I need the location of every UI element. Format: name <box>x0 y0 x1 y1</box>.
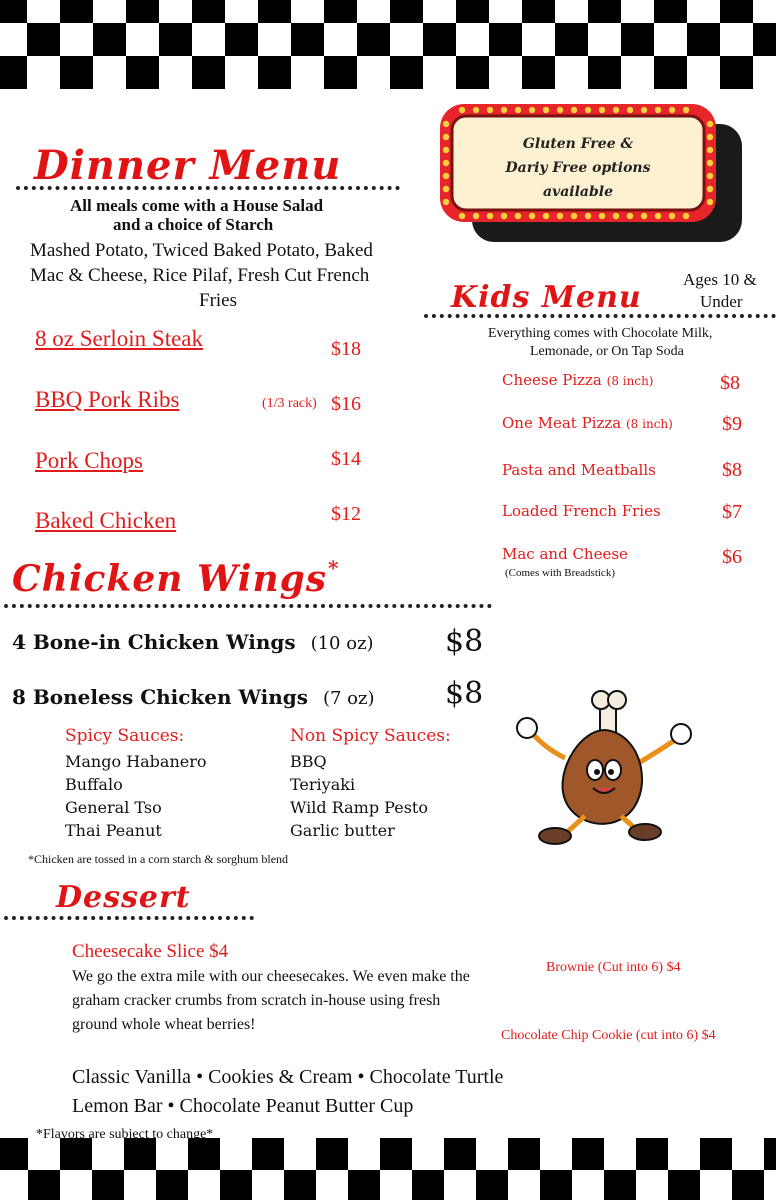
dinner-item-steak: 8 oz Serloin Steak <box>35 326 203 351</box>
sign-bulb <box>529 213 535 219</box>
checker-square <box>700 1138 732 1170</box>
starch-line-1: Mashed Potato, Twiced Baked Potato, Baked <box>30 240 373 261</box>
kids-ages-2: Under <box>700 292 743 311</box>
kids-price-cheese-pizza: $8 <box>720 372 740 394</box>
checker-square <box>555 23 588 56</box>
wing-item-boneless: 8 Boneless Chicken Wings (7 oz) <box>12 685 375 709</box>
sign-bulb <box>613 107 619 113</box>
sign-bulb <box>641 107 647 113</box>
sign-line-1: Gluten Free & <box>522 136 634 152</box>
kids-item-cheese-pizza: Cheese Pizza (8 inch) <box>502 371 654 389</box>
checker-square <box>60 0 93 23</box>
kids-price-fries: $7 <box>722 501 742 523</box>
checker-square <box>753 23 776 56</box>
sign-bulb <box>707 121 713 127</box>
checker-square <box>28 1170 60 1200</box>
checker-square <box>225 23 258 56</box>
sign-bulb <box>473 213 479 219</box>
checker-square <box>508 1138 540 1170</box>
brownie-item: Brownie (Cut into 6) $4 <box>546 960 681 975</box>
checker-square <box>220 1170 252 1200</box>
sign-bulb <box>655 107 661 113</box>
checker-square <box>348 1170 380 1200</box>
dinner-item-ribs: BBQ Pork Ribs <box>35 387 180 412</box>
sign-bulb <box>515 213 521 219</box>
cheesecake-item: Cheesecake Slice $4 <box>72 941 229 962</box>
checker-square <box>156 1170 188 1200</box>
checker-square <box>720 56 753 89</box>
cookie-item: Chocolate Chip Cookie (cut into 6) $4 <box>501 1028 716 1043</box>
checker-square <box>0 1138 28 1170</box>
sign-bulb <box>627 107 633 113</box>
dinner-subtitle-1: All meals come with a House Salad <box>70 196 324 215</box>
checkerboard-top <box>0 0 776 92</box>
checker-square <box>588 0 621 23</box>
checker-square <box>687 23 720 56</box>
cheesecake-flavors-1: Classic Vanilla • Cookies & Cream • Chocolate Turtle <box>72 1066 504 1088</box>
checker-square <box>284 1170 316 1200</box>
sign-line-2: Dariy Free options <box>505 160 651 176</box>
wings-divider <box>4 604 492 608</box>
kids-item-meat-pizza: One Meat Pizza (8 inch) <box>502 414 673 432</box>
checker-square <box>732 1170 764 1200</box>
sign-bulb <box>599 213 605 219</box>
gluten-free-sign <box>436 100 746 248</box>
checker-square <box>654 0 687 23</box>
dessert-divider <box>4 916 254 920</box>
checker-square <box>357 23 390 56</box>
checker-square <box>456 56 489 89</box>
sign-bulb <box>529 107 535 113</box>
cheesecake-desc-2: graham cracker crumbs from scratch in-house using fresh <box>72 992 441 1009</box>
flavors-note: *Flavors are subject to change* <box>36 1127 214 1142</box>
checker-square <box>412 1170 444 1200</box>
sign-bulb <box>641 213 647 219</box>
sign-bulb <box>515 107 521 113</box>
dinner-price-steak: $18 <box>331 338 361 360</box>
sign-bulb <box>571 107 577 113</box>
checker-square <box>126 0 159 23</box>
sign-bulb <box>571 213 577 219</box>
checker-square <box>456 0 489 23</box>
checker-square <box>291 23 324 56</box>
dinner-subtitle-2: and a choice of Starch <box>113 215 274 234</box>
sign-bulb <box>459 213 465 219</box>
starch-line-2: Mac & Cheese, Rice Pilaf, Fresh Cut French <box>30 265 370 286</box>
checker-square <box>604 1170 636 1200</box>
sign-bulb <box>501 107 507 113</box>
checker-square <box>258 56 291 89</box>
spicy-sauce-item: General Tso <box>65 798 162 817</box>
sign-bulb <box>669 213 675 219</box>
checker-square <box>423 23 456 56</box>
kids-item-mac: Mac and Cheese <box>502 545 628 563</box>
checker-square <box>636 1138 668 1170</box>
sign-bulb <box>459 107 465 113</box>
checker-square <box>192 56 225 89</box>
sign-bulb <box>557 213 563 219</box>
checker-square <box>0 0 27 23</box>
spicy-sauces-heading: Spicy Sauces: <box>65 726 185 746</box>
kids-price-pasta: $8 <box>722 459 742 481</box>
checker-square <box>258 0 291 23</box>
checker-square <box>92 1170 124 1200</box>
kids-ages-1: Ages 10 & <box>683 270 757 289</box>
sign-bulb <box>669 107 675 113</box>
cheesecake-flavors-2: Lemon Bar • Chocolate Peanut Butter Cup <box>72 1095 414 1117</box>
sign-bulb <box>683 213 689 219</box>
sign-bulb <box>487 107 493 113</box>
kids-note-1: Everything comes with Chocolate Milk, <box>488 326 713 341</box>
sign-bulb <box>501 213 507 219</box>
checker-square <box>489 23 522 56</box>
kids-price-meat-pizza: $9 <box>722 413 742 435</box>
checker-square <box>27 23 60 56</box>
kids-title: Kids Menu <box>451 280 642 315</box>
checker-square <box>522 56 555 89</box>
sign-bulb <box>585 213 591 219</box>
checker-square <box>60 56 93 89</box>
sign-bulb <box>585 107 591 113</box>
chicken-leg-mascot-icon <box>505 688 705 848</box>
kids-note-2: Lemonade, or On Tap Soda <box>530 344 684 359</box>
spicy-sauce-item: Buffalo <box>65 775 123 794</box>
checker-square <box>192 0 225 23</box>
kids-divider <box>424 314 776 318</box>
wings-footnote: *Chicken are tossed in a corn starch & sorghum blend <box>28 852 289 866</box>
kids-note-mac: (Comes with Breadstick) <box>505 567 615 579</box>
checker-square <box>0 56 27 89</box>
dinner-price-chops: $14 <box>331 448 361 470</box>
dinner-price-ribs: $16 <box>331 393 361 415</box>
checker-square <box>390 0 423 23</box>
checker-square <box>126 56 159 89</box>
sign-line-3: available <box>543 184 613 200</box>
checker-square <box>476 1170 508 1200</box>
kids-price-mac: $6 <box>722 546 742 568</box>
sign-bulb <box>443 121 449 127</box>
checker-square <box>621 23 654 56</box>
dessert-title: Dessert <box>56 880 191 915</box>
checker-square <box>540 1170 572 1200</box>
checker-square <box>764 1138 776 1170</box>
dinner-title: Dinner Menu <box>34 142 342 189</box>
non-spicy-sauce-item: Teriyaki <box>290 775 356 794</box>
checker-square <box>93 23 126 56</box>
wings-title: Chicken Wings <box>12 558 328 600</box>
sign-bulb <box>683 107 689 113</box>
checker-square <box>588 56 621 89</box>
kids-item-fries: Loaded French Fries <box>502 502 661 520</box>
non-spicy-sauce-item: BBQ <box>290 752 327 771</box>
checker-square <box>668 1170 700 1200</box>
dinner-note-ribs: (1/3 rack) <box>262 396 317 411</box>
wings-asterisk: * <box>328 556 339 580</box>
sign-bulb <box>655 213 661 219</box>
sign-bulb <box>487 213 493 219</box>
checker-square <box>252 1138 284 1170</box>
checker-square <box>324 56 357 89</box>
checker-square <box>572 1138 604 1170</box>
checker-square <box>390 56 423 89</box>
sign-bulb <box>613 213 619 219</box>
checker-square <box>654 56 687 89</box>
starch-line-3: Fries <box>199 290 237 311</box>
checker-square <box>444 1138 476 1170</box>
checker-square <box>522 0 555 23</box>
spicy-sauce-item: Thai Peanut <box>65 821 162 840</box>
dinner-item-chops: Pork Chops <box>35 448 143 473</box>
wing-price-bone-in: $8 <box>445 624 484 659</box>
non-spicy-sauces-heading: Non Spicy Sauces: <box>290 726 451 746</box>
wing-item-bone-in: 4 Bone-in Chicken Wings (10 oz) <box>12 630 374 654</box>
non-spicy-sauce-item: Garlic butter <box>290 821 395 840</box>
kids-item-pasta: Pasta and Meatballs <box>502 461 656 479</box>
dinner-price-chicken: $12 <box>331 503 361 525</box>
checker-square <box>324 0 357 23</box>
sign-bulb <box>543 213 549 219</box>
checker-square <box>380 1138 412 1170</box>
dinner-item-chicken: Baked Chicken <box>35 508 177 533</box>
cheesecake-desc-3: ground whole wheat berries! <box>72 1016 256 1033</box>
sign-bulb <box>543 107 549 113</box>
checker-square <box>720 0 753 23</box>
dinner-divider <box>16 186 400 190</box>
wing-price-boneless: $8 <box>445 676 484 711</box>
checker-square <box>316 1138 348 1170</box>
checker-square <box>159 23 192 56</box>
sign-bulb <box>599 107 605 113</box>
non-spicy-sauce-item: Wild Ramp Pesto <box>290 798 428 817</box>
cheesecake-desc-1: We go the extra mile with our cheesecakes. We even make the <box>72 968 470 985</box>
spicy-sauce-item: Mango Habanero <box>65 752 207 771</box>
sign-bulb <box>557 107 563 113</box>
sign-bulb <box>627 213 633 219</box>
sign-bulb <box>473 107 479 113</box>
